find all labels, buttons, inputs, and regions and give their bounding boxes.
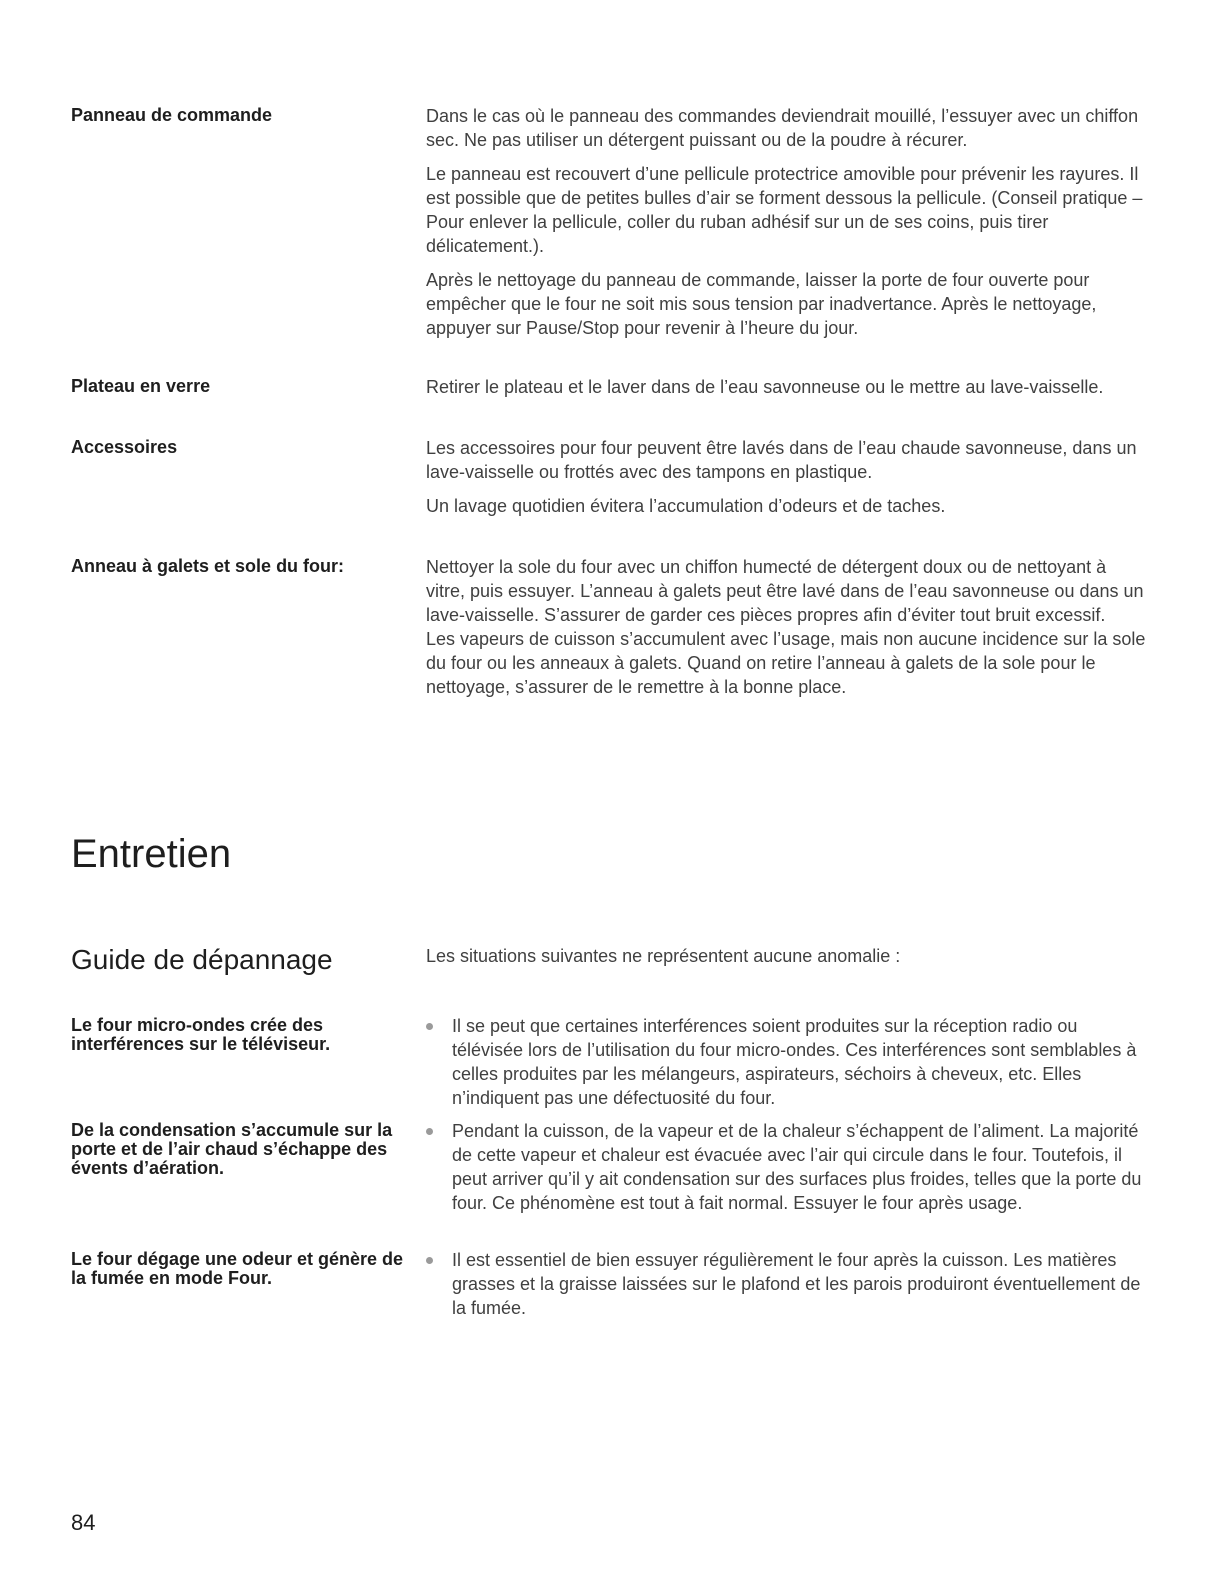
guide-title: Guide de dépannage <box>71 944 333 975</box>
accessories-paragraph: Un lavage quotidien évitera l’accumulation d’odeurs et de taches. <box>426 496 946 516</box>
page-number: 84 <box>71 1510 96 1535</box>
bullet-icon <box>426 1023 433 1030</box>
roller-ring-paragraph: Nettoyer la sole du four avec un chiffon humecté de détergent doux ou de nettoyant à vitre, puis essuyer. L’anneau à galets peut être lavé dans de l’eau savonneuse ou dans un lave-vaisselle. S’assurer de garder ces pièces propres afin d’éviter tout bruit excessif. <box>426 557 1144 625</box>
trouble-label-condensation: De la condensation s’accumule sur la porte et de l’air chaud s’échappe des évents d’aération. <box>71 1120 393 1178</box>
roller-ring-paragraph: Les vapeurs de cuisson s’accumulent avec l’usage, mais non aucune incidence sur la sole du four ou les anneaux à galets. Quand on retire l’anneau à galets de la sole pour le nettoyage, s’assurer de le remettre à la bonne place. <box>426 629 1146 697</box>
glass-tray-body <box>426 375 1146 409</box>
glass-tray-label: Plateau en verre <box>71 376 211 396</box>
roller-ring-body <box>426 555 1146 709</box>
bullet-icon <box>426 1257 433 1264</box>
accessories-label: Accessoires <box>71 437 178 457</box>
guide-intro: Les situations suivantes ne représentent aucune anomalie : <box>426 946 901 966</box>
accessories-body <box>426 436 1146 528</box>
trouble-text: Il est essentiel de bien essuyer régulièrement le four après la cuisson. Les matières grasses et la graisse laissées sur le plafond et les parois produiront éventuellement de la fumée. <box>452 1250 1141 1318</box>
accessories-paragraph: Les accessoires pour four peuvent être lavés dans de l’eau chaude savonneuse, dans un lave-vaisselle ou frottés avec des tampons en plastique. <box>426 438 1137 482</box>
control-panel-body <box>426 104 1146 350</box>
trouble-label-smoke: Le four dégage une odeur et génère de la fumée en mode Four. <box>71 1249 404 1288</box>
section-title: Entretien <box>71 832 232 876</box>
roller-ring-label: Anneau à galets et sole du four: <box>71 556 345 576</box>
trouble-label-interference: Le four micro-ondes crée des interférences sur le téléviseur. <box>71 1015 331 1054</box>
control-panel-paragraph: Dans le cas où le panneau des commandes deviendrait mouillé, l’essuyer avec un chiffon sec. Ne pas utiliser un détergent puissant ou de la poudre à récurer. <box>426 106 1139 150</box>
bullet-icon <box>426 1128 433 1135</box>
trouble-text: Il se peut que certaines interférences soient produites sur la réception radio ou télévisée lors de l’utilisation du four micro-ondes. Ces interférences sont semblables à celles produites par les mélangeurs, aspirateurs, séchoirs à cheveux, etc. Elles n’indiquent pas une défectuosité du four. <box>452 1016 1137 1108</box>
control-panel-paragraph: Après le nettoyage du panneau de commande, laisser la porte de four ouverte pour empêcher que le four ne soit mis sous tension par inadvertance. Après le nettoyage, appuyer sur Pause/Stop pour revenir à l’heure du jour. <box>426 270 1097 338</box>
control-panel-paragraph: Le panneau est recouvert d’une pellicule protectrice amovible pour prévenir les rayures. Il est possible que de petites bulles d’air se forment dessous la pellicule. (Conseil pratique – Pour enlever la pellicule, coller du ruban adhésif sur un de ses coins, puis tirer délicatement.). <box>426 164 1143 256</box>
control-panel-label: Panneau de commande <box>71 105 273 125</box>
glass-tray-paragraph: Retirer le plateau et le laver dans de l’eau savonneuse ou le mettre au lave-vaisselle. <box>426 377 1104 397</box>
trouble-text: Pendant la cuisson, de la vapeur et de la chaleur s’échappent de l’aliment. La majorité de cette vapeur et chaleur est évacuée avec l’air qui circule dans le four. Toutefois, il peut arriver qu’il y ait condensation sur des surfaces plus froides, telles que la porte du four. Ce phénomène est tout à fait normal. Essuyer le four après usage. <box>452 1121 1142 1213</box>
